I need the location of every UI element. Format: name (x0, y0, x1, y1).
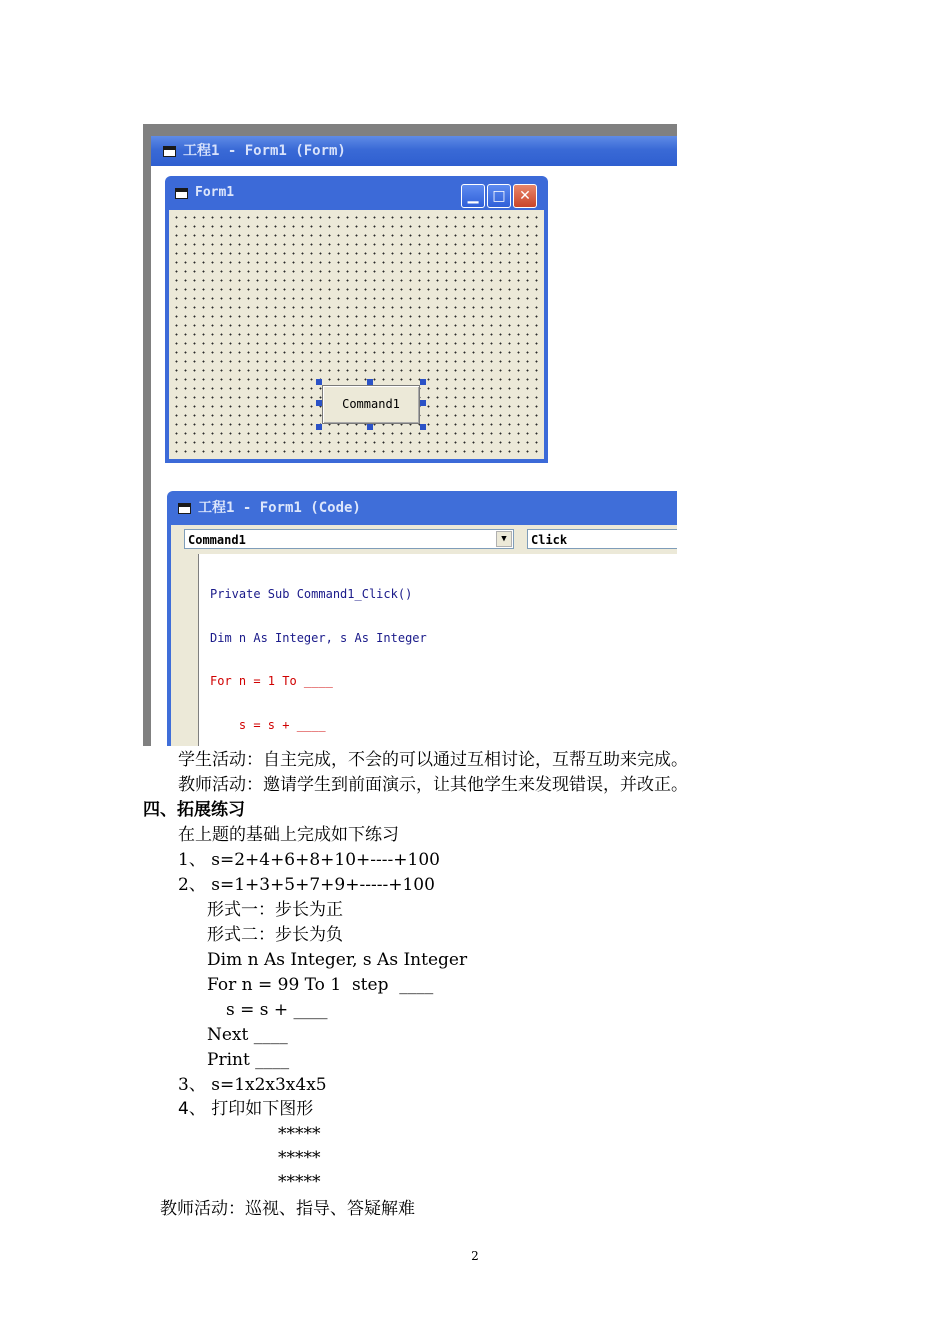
star-row: ***** (278, 1148, 321, 1168)
code-print: Print ____ (207, 1050, 290, 1070)
exercise-item-1: 1、 s=2+4+6+8+10+----+100 (178, 850, 440, 870)
close-button[interactable]: ✕ (513, 184, 537, 208)
dropdown-arrow-icon[interactable]: ▼ (496, 531, 512, 547)
code-next: Next ____ (207, 1025, 288, 1045)
code-assign: s = s + ____ (226, 1000, 328, 1020)
selection-handle[interactable] (420, 424, 426, 430)
vb-ide-screenshot (143, 124, 677, 746)
selection-handle[interactable] (316, 424, 322, 430)
teacher-activity-2: 教师活动：巡视、指导、答疑解难 (160, 1199, 415, 1219)
project-window-titlebar[interactable] (151, 136, 677, 166)
command1-button[interactable]: Command1 (322, 385, 420, 424)
code-for: For n = 99 To 1 step ____ (207, 975, 434, 995)
code-window-title: 工程1 - Form1 (Code) (198, 500, 361, 516)
exercise-item-2: 2、 s=1+3+5+7+9+-----+100 (178, 875, 435, 895)
object-combo[interactable] (184, 529, 514, 549)
window-icon (163, 146, 176, 157)
code-line: s = s + ____ (210, 717, 326, 732)
form-two: 形式二：步长为负 (207, 925, 343, 945)
page-number: 2 (471, 1249, 479, 1263)
selection-handle[interactable] (420, 379, 426, 385)
code-window-body (171, 525, 677, 746)
maximize-button[interactable]: □ (487, 184, 511, 208)
form-one: 形式一：步长为正 (207, 900, 343, 920)
code-window-titlebar[interactable] (167, 491, 677, 525)
star-row: ***** (278, 1172, 321, 1192)
selection-handle[interactable] (420, 400, 426, 406)
exercise-item-3: 3、 s=1x2x3x4x5 (178, 1075, 327, 1095)
code-dim: Dim n As Integer, s As Integer (207, 950, 468, 970)
code-margin (175, 554, 199, 746)
form-design-grid[interactable] (169, 210, 544, 459)
object-combo-value: Command1 (188, 533, 246, 547)
form1-titlebar[interactable] (165, 176, 548, 210)
code-line: For n = 1 To ____ (210, 674, 333, 688)
procedure-combo-value: Click (531, 533, 568, 547)
section-heading: 四、拓展练习 (143, 800, 245, 820)
minimize-button[interactable]: ▁ (461, 184, 485, 208)
code-editor[interactable] (199, 554, 677, 746)
code-text (210, 558, 427, 746)
code-window-icon (178, 503, 191, 514)
teacher-activity: 教师活动：邀请学生到前面演示，让其他学生来发现错误，并改正。 (178, 775, 688, 795)
code-window (167, 491, 677, 746)
exercise-item-4: 4、 打印如下图形 (178, 1099, 314, 1119)
code-line: Dim n As Integer, s As Integer (210, 630, 427, 645)
code-line: Private Sub Command1_Click() (210, 587, 413, 601)
star-row: ***** (278, 1124, 321, 1144)
student-activity: 学生活动：自主完成，不会的可以通过互相讨论，互帮互助来完成。 (178, 750, 688, 770)
form1-title: Form1 (195, 185, 235, 200)
form1-window (165, 176, 548, 463)
form-icon (175, 188, 188, 199)
procedure-combo[interactable] (527, 529, 677, 549)
selection-handle[interactable] (367, 424, 373, 430)
exercise-intro: 在上题的基础上完成如下练习 (178, 825, 399, 845)
project-window-title: 工程1 - Form1 (Form) (183, 143, 346, 159)
